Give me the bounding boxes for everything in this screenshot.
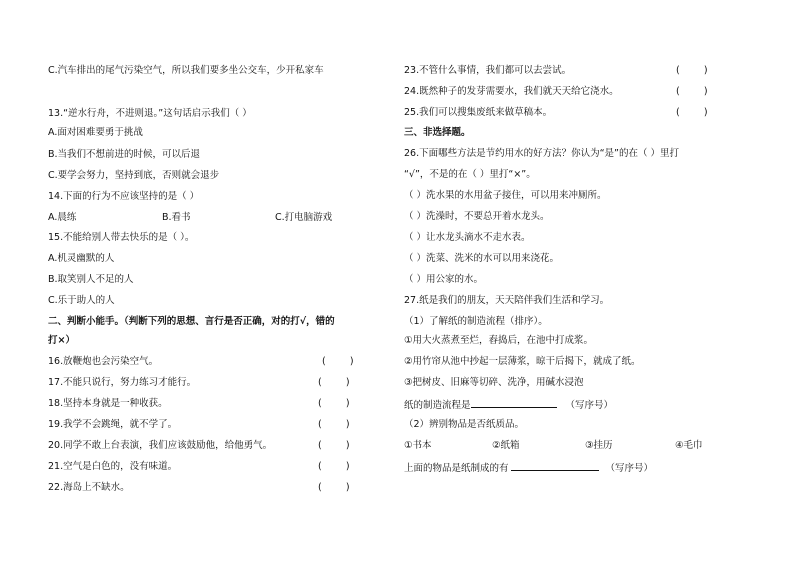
q22: 22.海岛上不缺水。: [48, 482, 130, 493]
q13-option-c: C.要学会努力，坚持到底，否则就会退步: [48, 170, 220, 181]
q26-item-3[interactable]: （ ）让水龙头滴水不走水表。: [404, 232, 531, 243]
q25: 25.我们可以搜集废纸来做草稿本。: [404, 107, 553, 118]
section-3-heading: 三、非选择题。: [404, 127, 471, 138]
q27-order-blank[interactable]: [471, 398, 557, 408]
q15-option-c: C.乐于助人的人: [48, 295, 115, 306]
q26-item-5[interactable]: （ ）用公家的水。: [404, 274, 484, 285]
q27-part-1: （1）了解纸的制造流程（排序）。: [404, 316, 548, 327]
q18-answer-paren[interactable]: ( ): [318, 398, 350, 409]
q21-answer-paren[interactable]: ( ): [318, 461, 350, 472]
q27-order-hint: （写序号）: [565, 400, 614, 411]
q14-option-a: A.晨练: [48, 212, 77, 223]
q27-question: 27.纸是我们的朋友，天天陪伴我们生活和学习。: [404, 295, 610, 306]
q20-answer-paren[interactable]: ( ): [318, 440, 350, 451]
q19: 19.我学不会跳绳，就不学了。: [48, 419, 178, 430]
q16-answer-paren[interactable]: ( ): [322, 356, 354, 367]
q13-question: 13.“逆水行舟，不进则退。”这句话启示我们（ ）: [48, 108, 252, 119]
q15-option-a: A.机灵幽默的人: [48, 253, 115, 264]
section-2-heading-cont: 打×）: [48, 335, 75, 346]
q27-answer-hint: （写序号）: [605, 463, 654, 474]
q26-question-cont: “√”，不是的在（ ）里打“×”。: [404, 169, 536, 180]
q22-answer-paren[interactable]: ( ): [318, 482, 350, 493]
q26-question: 26.下面哪些方法是节约用水的好方法？你认为“是”的在（ ）里打: [404, 148, 679, 159]
q13-option-a: A.面对困难要勇于挑战: [48, 127, 143, 138]
q24: 24.既然种子的发芽需要水，我们就天天给它浇水。: [404, 86, 619, 97]
q27-answer-blank[interactable]: [511, 461, 599, 471]
q25-answer-paren[interactable]: ( ): [676, 107, 708, 118]
q23: 23.不管什么事情，我们都可以去尝试。: [404, 65, 572, 76]
q14-option-c: C.打电脑游戏: [275, 212, 333, 223]
q14-option-b: B.看书: [162, 212, 191, 223]
section-2-heading: 二、判断小能手。（判断下列的思想、言行是否正确，对的打√，错的: [48, 316, 335, 327]
q19-answer-paren[interactable]: ( ): [318, 419, 350, 430]
q26-item-4[interactable]: （ ）洗菜、洗米的水可以用来浇花。: [404, 253, 560, 264]
q16: 16.放鞭炮也会污染空气。: [48, 356, 159, 367]
q27-answer-row: [404, 461, 653, 475]
q15-option-b: B.取笑别人不足的人: [48, 274, 134, 285]
q23-answer-paren[interactable]: ( ): [676, 65, 708, 76]
q17: 17.不能只说行，努力练习才能行。: [48, 377, 197, 388]
q17-answer-paren[interactable]: ( ): [318, 377, 350, 388]
q27-option-2: ②纸箱: [492, 440, 520, 451]
q13-option-b: B.当我们不想前进的时候，可以后退: [48, 149, 201, 160]
q27-step-3: ③把树皮、旧麻等切碎、洗净，用碱水浸泡: [404, 377, 584, 388]
q26-item-1[interactable]: （ ）洗水果的水用盆子接住，可以用来冲厕所。: [404, 190, 607, 201]
q24-answer-paren[interactable]: ( ): [676, 86, 708, 97]
q26-item-2[interactable]: （ ）洗澡时，不要总开着水龙头。: [404, 211, 550, 222]
q27-part-2: （2）辨别物品是否纸质品。: [404, 419, 525, 430]
q27-step-1: ①用大火蒸煮至烂，舂捣后，在池中打成浆。: [404, 335, 594, 346]
q27-order-row: [404, 398, 613, 412]
q27-option-4: ④毛巾: [675, 440, 703, 451]
q27-option-1: ①书本: [404, 440, 432, 451]
q15-question: 15.不能给别人带去快乐的是（ ）。: [48, 232, 195, 243]
q27-step-2: ②用竹帘从池中抄起一层薄浆，晾干后揭下，就成了纸。: [404, 356, 641, 367]
q20: 20.同学不敢上台表演，我们应该鼓励他，给他勇气。: [48, 440, 273, 451]
q27-answer-label: 上面的物品是纸制成的有: [404, 463, 509, 474]
q12-option-c: C.汽车排出的尾气污染空气，所以我们要多坐公交车，少开私家车: [48, 65, 324, 76]
q18: 18.坚持本身就是一种收获。: [48, 398, 168, 409]
q14-question: 14.下面的行为不应该坚持的是（ ）: [48, 191, 200, 202]
q21: 21.空气是白色的，没有味道。: [48, 461, 178, 472]
q27-option-3: ③挂历: [585, 440, 613, 451]
q27-order-label: 纸的制造流程是: [404, 400, 471, 411]
